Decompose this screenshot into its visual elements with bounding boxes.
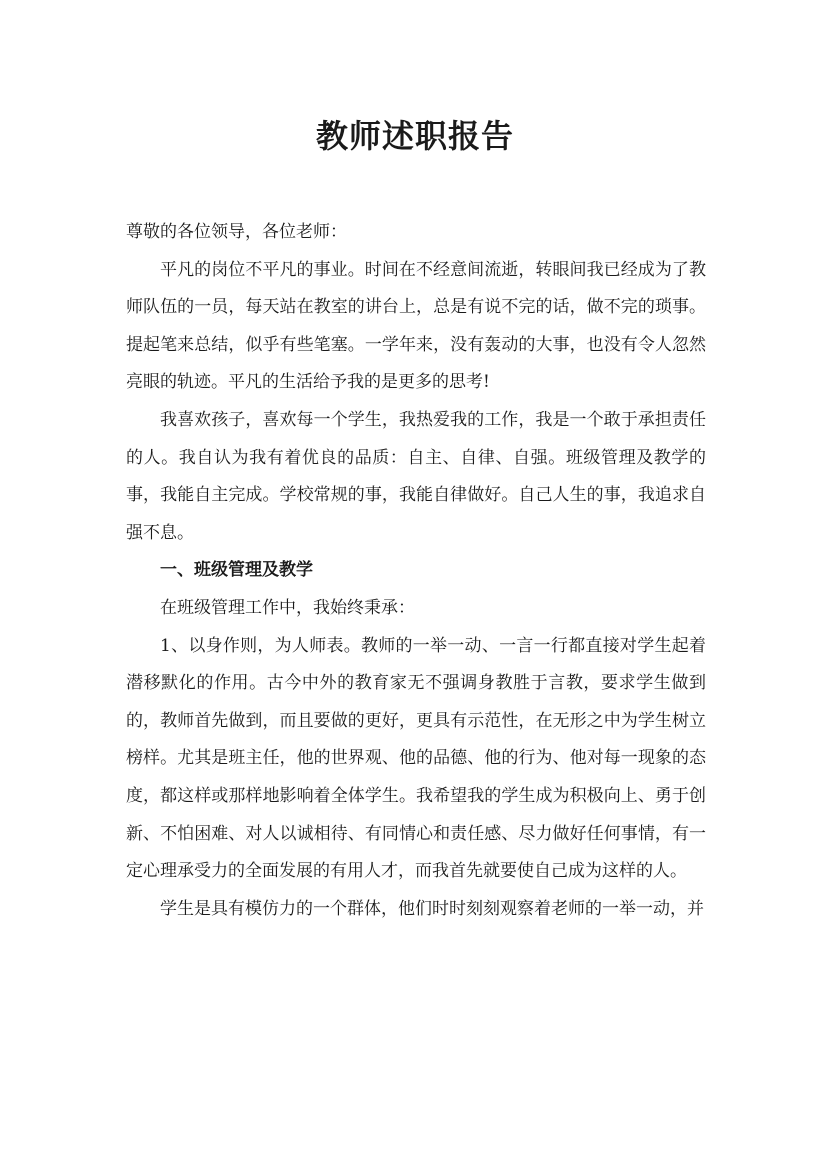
paragraph: 1、以身作则，为人师表。教师的一举一动、一言一行都直接对学生起着潜移默化的作用。古今中外的教育家无不强调身教胜于言教，要求学生做到的，教师首先做到，而且要做的更好，更具有示范性，在无形之中为学生树立榜样。尤其是班主任，他的世界观、他的品德、他的行为、他对每一现象的态度，都这样或那样地影响着全体学生。我希望我的学生成为积极向上、勇于创新、不怕困难、对人以诚相待、有同情心和责任感、尽力做好任何事情，有一定心理承受力的全面发展的有用人才，而我首先就要使自己成为这样的人。 <box>126 635 706 882</box>
document-title: 教师述职报告 <box>315 117 514 155</box>
salutation: 尊敬的各位领导，各位老师： <box>126 222 347 242</box>
document-body <box>126 214 706 928</box>
section-heading: 一、班级管理及教学 <box>160 560 313 581</box>
paragraph: 在班级管理工作中，我始终秉承： <box>160 597 415 618</box>
paragraph: 我喜欢孩子，喜欢每一个学生，我热爱我的工作，我是一个敢于承担责任的人。我自认为我有着优良的品质：自主、自律、自强。班级管理及教学的事，我能自主完成。学校常规的事，我能自律做好。自己人生的事，我追求自强不息。 <box>126 409 706 543</box>
paragraph: 学生是具有模仿力的一个群体，他们时时刻刻观察着老师的一举一动，并 <box>160 898 704 919</box>
paragraph: 平凡的岗位不平凡的事业。时间在不经意间流逝，转眼间我已经成为了教师队伍的一员，每天站在教室的讲台上，总是有说不完的话，做不完的琐事。提起笔来总结，似乎有些笔塞。一学年来，没有轰动的大事，也没有令人忽然亮眼的轨迹。平凡的生活给予我的是更多的思考! <box>126 259 706 393</box>
